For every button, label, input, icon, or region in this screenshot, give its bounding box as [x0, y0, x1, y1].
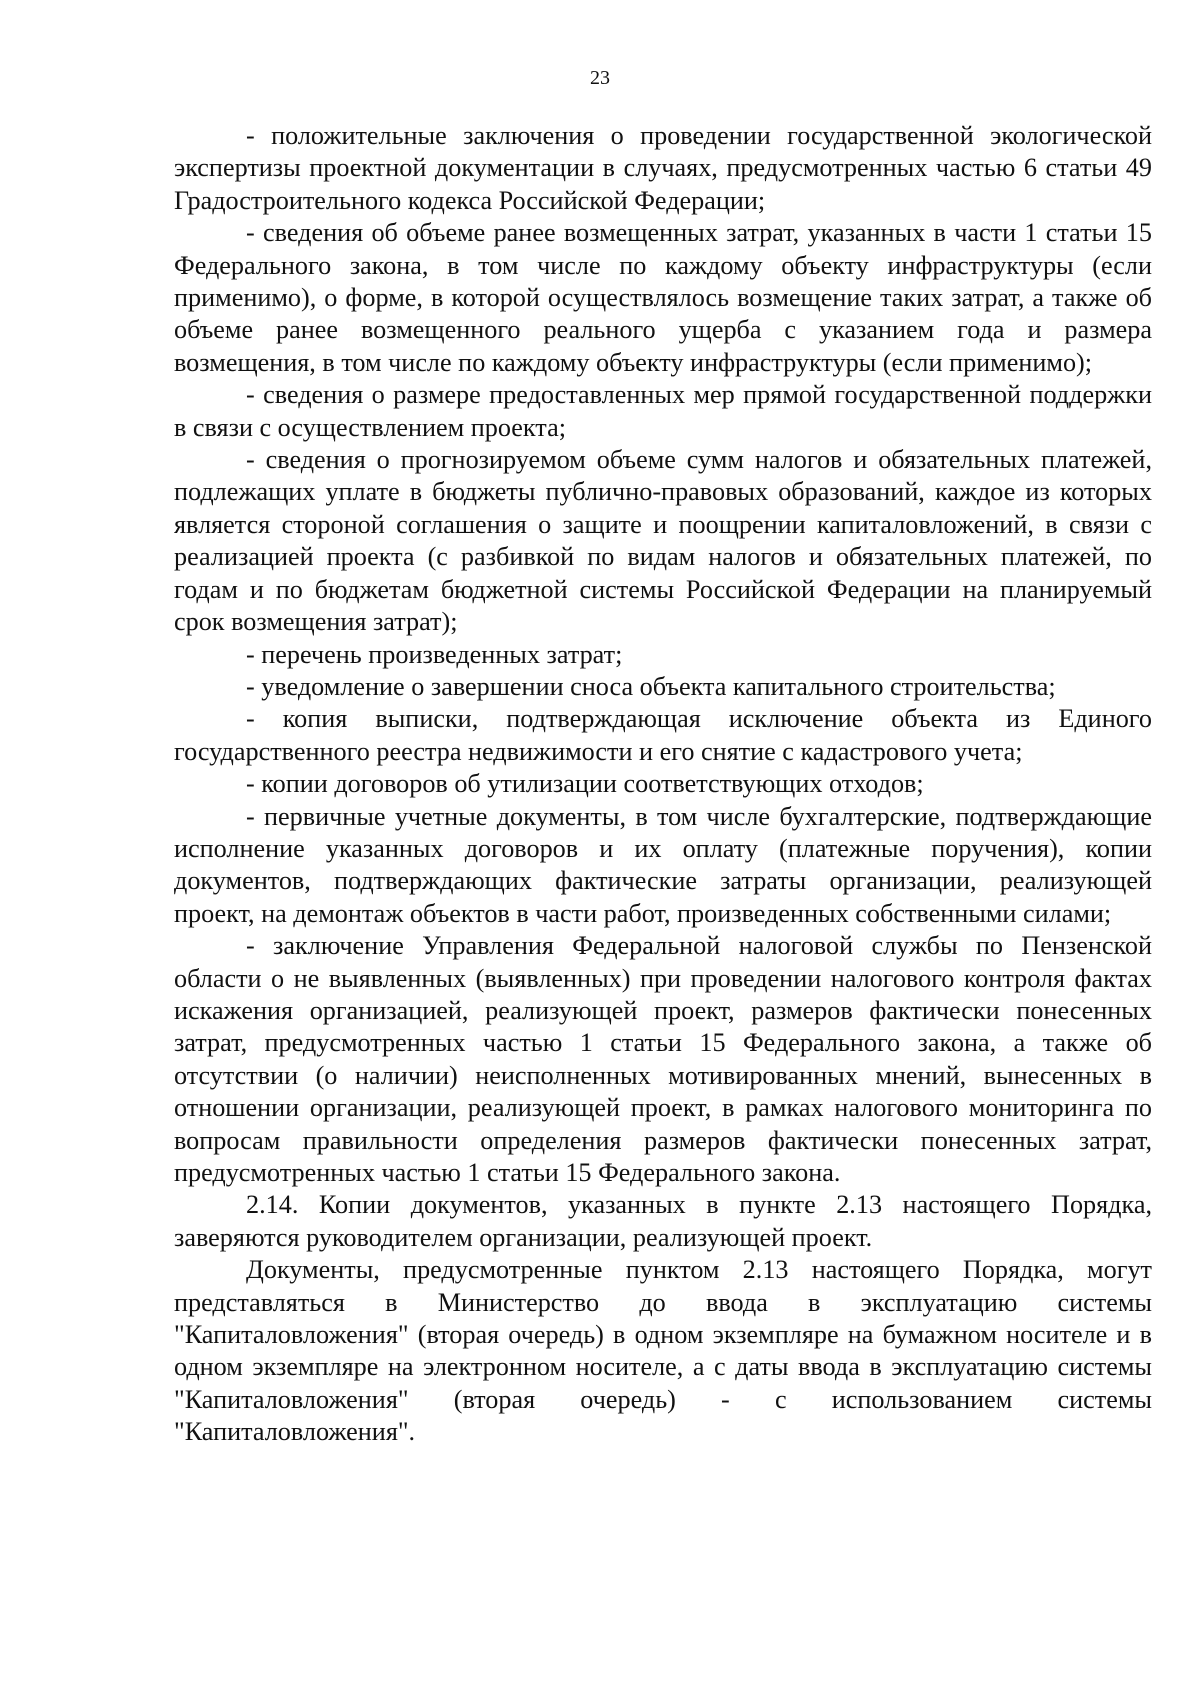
list-item-state-support: - сведения о размере предоставленных мер прямой государственной поддержки в связи с осуществлением проекта; [174, 380, 1152, 442]
page-number: 23 [590, 67, 610, 89]
list-item-tax-forecast: - сведения о прогнозируемом объеме сумм налогов и обязательных платежей, подлежащих уплате в бюджеты публично-правовых образований, каждое из которых является стороной соглашения о защите и поощрении капиталовложений, в связи с реализацией проекта (с разбивкой по видам налогов и обязательных платежей, по годам и по бюджетам бюджетной системы Российской Федерации на планируемый срок возмещения затрат); [174, 445, 1152, 637]
clause-2-14: 2.14. Копии документов, указанных в пункте 2.13 настоящего Порядка, заверяются руководителем организации, реализующей проект. [174, 1190, 1152, 1252]
list-item-expertise-conclusions: - положительные заключения о проведении государственной экологической экспертизы проектной документации в случаях, предусмотренных частью 6 статьи 49 Градостроительного кодекса Российской Федерации; [174, 121, 1152, 215]
list-item-tax-service-conclusion: - заключение Управления Федеральной налоговой службы по Пензенской области о не выявленных (выявленных) при проведении налогового контроля фактах искажения организацией, реализующей проект, размеров фактически понесенных затрат, предусмотренных частью 1 статьи 15 Федерального закона, а также об отсутствии (о наличии) неисполненных мотивированных мнений, вынесенных в отношении организации, реализующей проект, в рамках налогового мониторинга по вопросам правильности определения размеров фактически понесенных затрат, предусмотренных частью 1 статьи 15 Федерального закона. [174, 931, 1152, 1187]
list-item-demolition-notice: - уведомление о завершении сноса объекта капитального строительства; [246, 671, 1056, 701]
list-item-costs-list: - перечень произведенных затрат; [246, 639, 623, 669]
clause-documents-submission: Документы, предусмотренные пунктом 2.13 настоящего Порядка, могут представляться в Министерство до ввода в эксплуатацию системы "Капиталовложения" (вторая очередь) в одном экземпляре на бумажном носителе и в одном экземпляре на электронном носителе, а с даты ввода в эксплуатацию системы "Капиталовложения" (вторая очередь) - с использованием системы "Капиталовложения". [174, 1255, 1152, 1447]
list-item-primary-documents: - первичные учетные документы, в том числе бухгалтерские, подтверждающие исполнение указанных договоров и их оплату (платежные поручения), копии документов, подтверждающих фактические затраты организации, реализующей проект, на демонтаж объектов в части работ, произведенных собственными силами; [174, 801, 1152, 928]
list-item-waste-contracts: - копии договоров об утилизации соответствующих отходов; [246, 769, 924, 799]
list-item-registry-extract: - копия выписки, подтверждающая исключение объекта из Единого государственного реестра недвижимости и его снятие с кадастрового учета; [174, 704, 1152, 766]
document-body [174, 120, 1152, 1449]
list-item-reimbursed-costs: - сведения об объеме ранее возмещенных затрат, указанных в части 1 статьи 15 Федерального закона, в том числе по каждому объекту инфраструктуры (если применимо), о форме, в которой осуществлялось возмещение таких затрат, а также об объеме ранее возмещенного реального ущерба с указанием года и размера возмещения, в том числе по каждому объекту инфраструктуры (если применимо); [174, 218, 1152, 377]
